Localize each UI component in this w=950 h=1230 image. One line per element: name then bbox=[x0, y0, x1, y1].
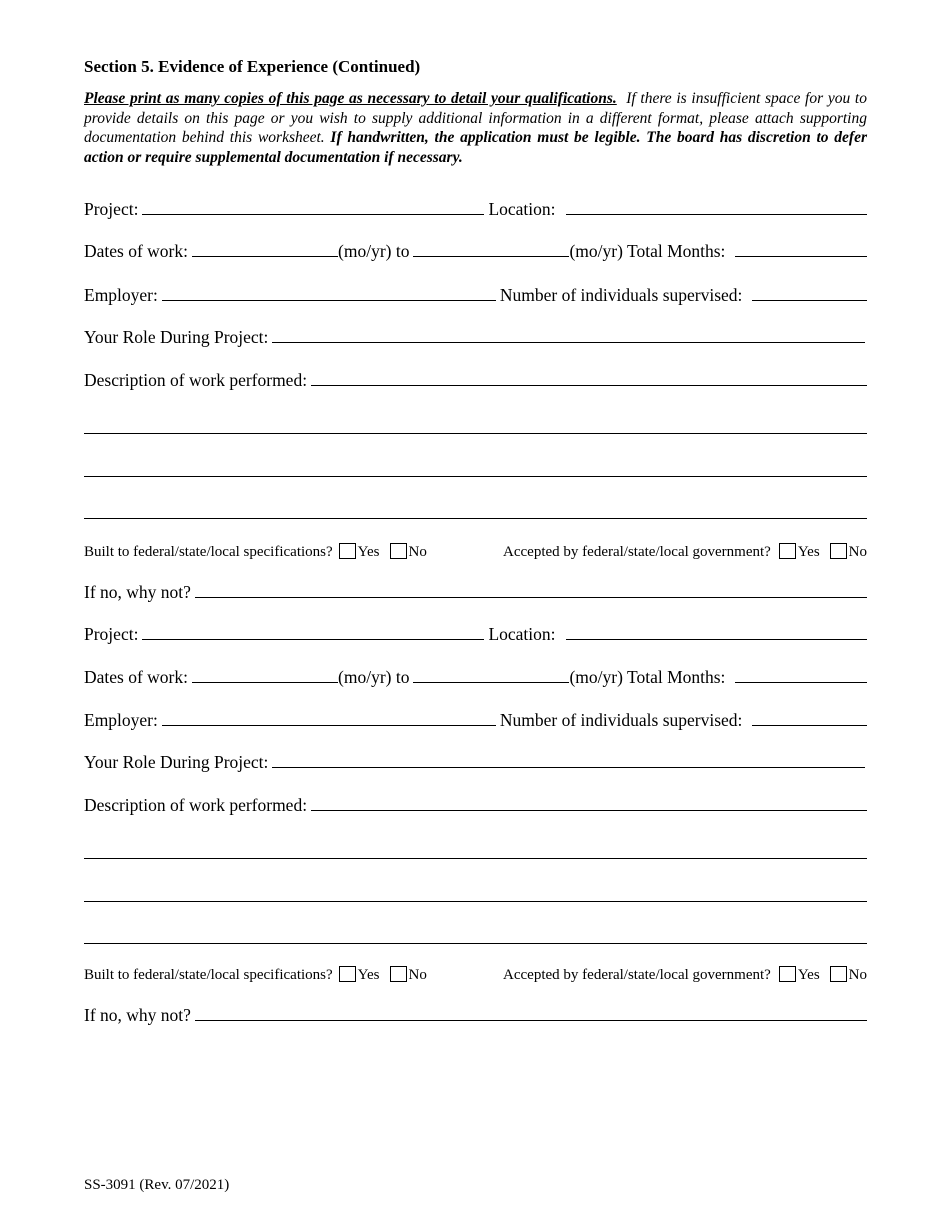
total-months-field-2[interactable] bbox=[735, 681, 867, 683]
project-row-2 bbox=[84, 621, 867, 645]
location-label: Location: bbox=[488, 624, 556, 644]
specifications-row-1 bbox=[84, 537, 867, 561]
role-row-2 bbox=[84, 749, 867, 773]
yes-label: Yes bbox=[357, 544, 380, 560]
end-date-field-2[interactable] bbox=[413, 681, 569, 683]
employer-row-2 bbox=[84, 707, 867, 731]
description-field-1[interactable] bbox=[311, 384, 867, 386]
project-field-1[interactable] bbox=[142, 213, 484, 215]
specs-question: Built to federal/state/local specifications? bbox=[84, 544, 333, 560]
dates-label: Dates of work: bbox=[84, 667, 189, 687]
role-label: Your Role During Project: bbox=[84, 752, 269, 772]
dates-row-2 bbox=[84, 664, 867, 688]
section-title: Section 5. Evidence of Experience (Continued) bbox=[84, 57, 421, 76]
role-label: Your Role During Project: bbox=[84, 327, 269, 347]
dates-row-1 bbox=[84, 238, 867, 262]
description-row-1 bbox=[84, 367, 867, 391]
accepted-yes-checkbox-1[interactable] bbox=[779, 543, 796, 559]
why-not-row-2 bbox=[84, 1002, 867, 1026]
moyr-to-label: (mo/yr) to bbox=[338, 667, 410, 687]
role-row-1 bbox=[84, 324, 867, 348]
moyr-total-label: (mo/yr) Total Months: bbox=[569, 667, 726, 687]
no-label: No bbox=[408, 967, 427, 983]
why-not-row-1 bbox=[84, 579, 867, 603]
employer-label: Employer: bbox=[84, 285, 158, 305]
location-field-1[interactable] bbox=[566, 213, 868, 215]
supervised-label: Number of individuals supervised: bbox=[499, 710, 743, 730]
why-not-label: If no, why not? bbox=[84, 1005, 191, 1025]
start-date-field-2[interactable] bbox=[192, 681, 338, 683]
specs-group-1 bbox=[84, 543, 427, 561]
specifications-row-2 bbox=[84, 960, 867, 984]
description-line-1b[interactable] bbox=[84, 476, 867, 477]
specs-yes-checkbox-1[interactable] bbox=[339, 543, 356, 559]
yes-label: Yes bbox=[797, 967, 820, 983]
project-label: Project: bbox=[84, 624, 139, 644]
employer-field-1[interactable] bbox=[162, 299, 496, 301]
instructions-bold: If handwritten, the application must be legible. The board has discretion to defer action or require supplemental documentation if necessary. bbox=[84, 129, 867, 166]
description-label: Description of work performed: bbox=[84, 370, 308, 390]
supervised-field-2[interactable] bbox=[752, 724, 867, 726]
why-not-label: If no, why not? bbox=[84, 582, 191, 602]
no-label: No bbox=[848, 967, 867, 983]
project-row-1 bbox=[84, 196, 867, 220]
description-line-2c[interactable] bbox=[84, 943, 867, 944]
why-not-field-1[interactable] bbox=[195, 596, 867, 598]
employer-field-2[interactable] bbox=[162, 724, 496, 726]
accepted-group-1 bbox=[503, 543, 867, 561]
no-label: No bbox=[848, 544, 867, 560]
accepted-group-2 bbox=[503, 966, 867, 984]
project-label: Project: bbox=[84, 199, 139, 219]
instructions-paragraph bbox=[84, 89, 867, 167]
location-label: Location: bbox=[488, 199, 556, 219]
specs-question: Built to federal/state/local specifications? bbox=[84, 967, 333, 983]
description-label: Description of work performed: bbox=[84, 795, 308, 815]
dates-label: Dates of work: bbox=[84, 241, 189, 261]
moyr-total-label: (mo/yr) Total Months: bbox=[569, 241, 726, 261]
accepted-no-checkbox-2[interactable] bbox=[830, 966, 847, 982]
project-field-2[interactable] bbox=[142, 638, 484, 640]
specs-group-2 bbox=[84, 966, 427, 984]
form-number: SS-3091 (Rev. 07/2021) bbox=[84, 1177, 230, 1193]
description-line-2a[interactable] bbox=[84, 858, 867, 859]
yes-label: Yes bbox=[357, 967, 380, 983]
accepted-question: Accepted by federal/state/local government? bbox=[503, 544, 771, 560]
description-line-2b[interactable] bbox=[84, 901, 867, 902]
description-field-2[interactable] bbox=[311, 809, 867, 811]
employer-label: Employer: bbox=[84, 710, 158, 730]
accepted-question: Accepted by federal/state/local government? bbox=[503, 967, 771, 983]
role-field-1[interactable] bbox=[272, 341, 865, 343]
instructions-underlined: Please print as many copies of this page as necessary to detail your qualifications. bbox=[84, 90, 617, 107]
accepted-yes-checkbox-2[interactable] bbox=[779, 966, 796, 982]
description-line-1a[interactable] bbox=[84, 433, 867, 434]
supervised-field-1[interactable] bbox=[752, 299, 867, 301]
start-date-field-1[interactable] bbox=[192, 255, 338, 257]
description-line-1c[interactable] bbox=[84, 518, 867, 519]
no-label: No bbox=[408, 544, 427, 560]
role-field-2[interactable] bbox=[272, 766, 865, 768]
yes-label: Yes bbox=[797, 544, 820, 560]
specs-yes-checkbox-2[interactable] bbox=[339, 966, 356, 982]
specs-no-checkbox-2[interactable] bbox=[390, 966, 407, 982]
accepted-no-checkbox-1[interactable] bbox=[830, 543, 847, 559]
employer-row-1 bbox=[84, 282, 867, 306]
location-field-2[interactable] bbox=[566, 638, 868, 640]
supervised-label: Number of individuals supervised: bbox=[499, 285, 743, 305]
moyr-to-label: (mo/yr) to bbox=[338, 241, 410, 261]
specs-no-checkbox-1[interactable] bbox=[390, 543, 407, 559]
why-not-field-2[interactable] bbox=[195, 1019, 867, 1021]
end-date-field-1[interactable] bbox=[413, 255, 569, 257]
total-months-field-1[interactable] bbox=[735, 255, 867, 257]
instructions-italic: If there is insufficient space for you to provide details on this page or you wish to supply additional information in a different format, please attach supporting documentation behind this worksheet. bbox=[84, 90, 867, 147]
description-row-2 bbox=[84, 792, 867, 816]
